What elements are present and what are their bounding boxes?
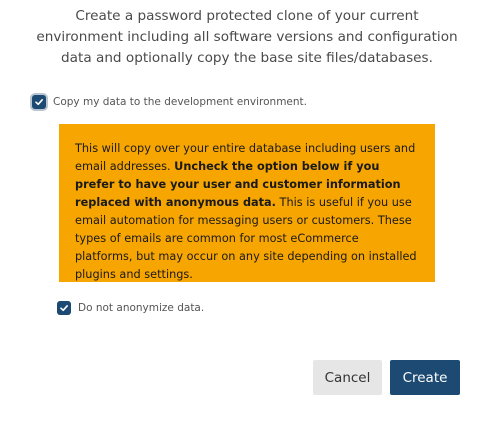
no-anonymize-label[interactable]: Do not anonymize data. [78,302,205,314]
check-icon [34,97,44,107]
intro-text: Create a password protected clone of your current environment including all software versions and configuration data and optionally copy the base site files/databases. [36,8,458,66]
no-anonymize-checkbox[interactable] [57,301,71,315]
copy-data-label[interactable]: Copy my data to the development environment. [53,96,307,108]
copy-data-checkbox[interactable] [32,95,46,109]
no-anonymize-option[interactable] [57,301,204,315]
copy-data-option[interactable] [32,95,307,109]
warning-text-part2: This is useful if you use email automation for messaging users or customers. These types of emails are common for most eCommerce platforms, but may occur on any site depending on installed plugins and settings. [75,196,417,281]
check-icon [59,303,69,313]
cancel-button[interactable]: Cancel [313,360,382,395]
anonymize-warning-box [59,124,435,282]
warning-text-bold: Uncheck the option below if you prefer to have your user and customer information replaced with anonymous data. [75,160,401,209]
warning-text-part1: This will copy over your entire database including users and email addresses. [75,142,416,173]
create-button[interactable]: Create [390,360,460,395]
